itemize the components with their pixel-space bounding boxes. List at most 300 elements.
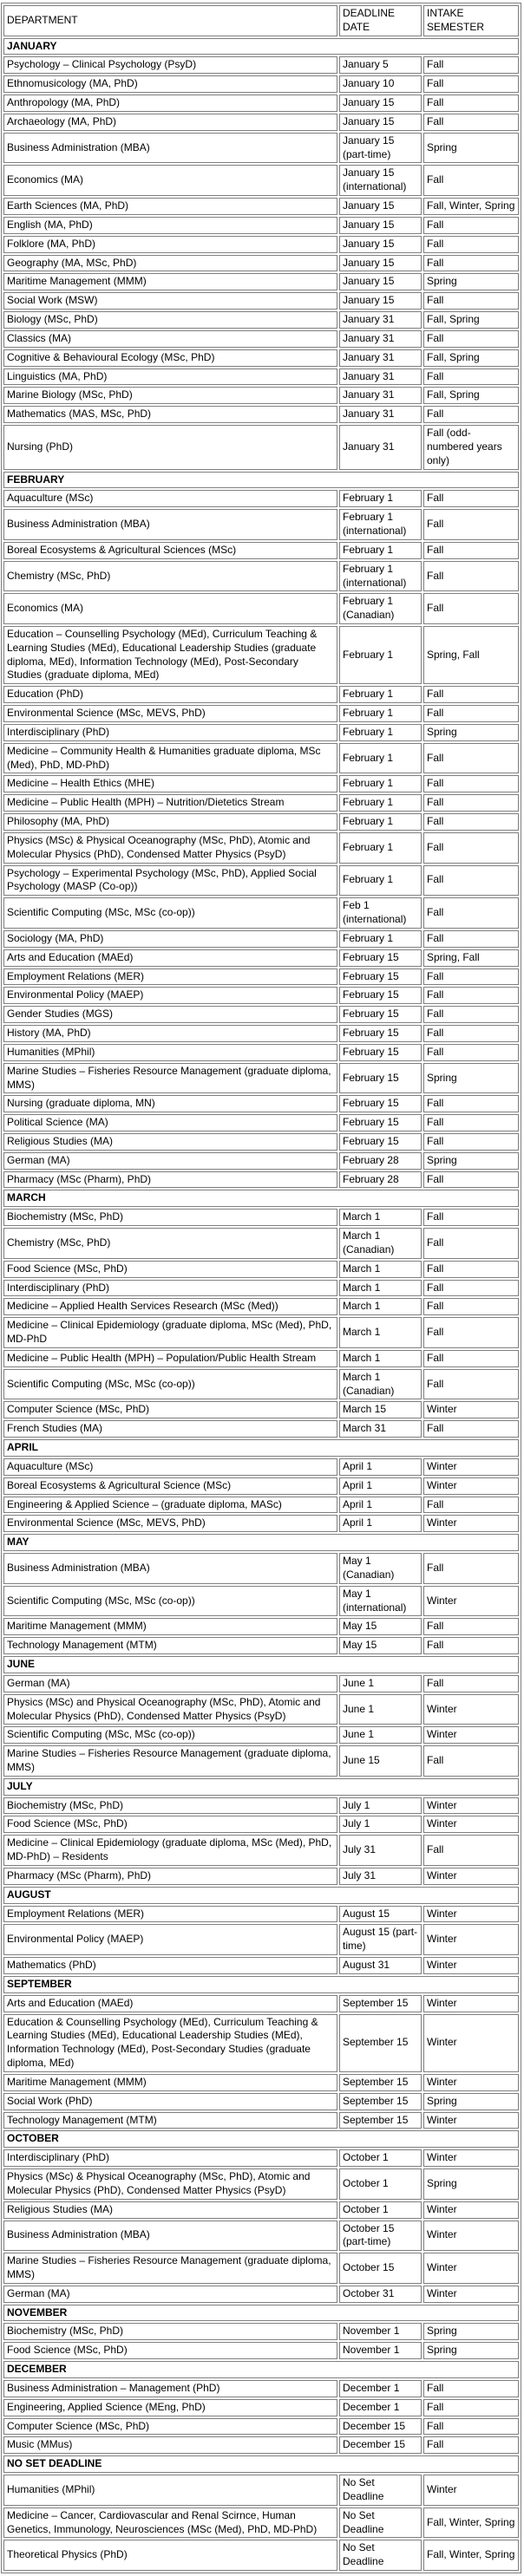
table-row xyxy=(3,949,519,967)
deadline-date-cell: April 1 xyxy=(339,1515,422,1532)
intake-semester-cell: Winter xyxy=(423,1401,519,1418)
table-row xyxy=(3,1228,519,1259)
table-row xyxy=(3,542,519,559)
deadline-date-cell: February 1 xyxy=(339,813,422,831)
month-header-row xyxy=(3,2361,519,2378)
deadline-date-cell: February 1 xyxy=(339,705,422,722)
department-cell: Medicine – Health Ethics (MHE) xyxy=(3,775,337,792)
month-label: APRIL xyxy=(3,1439,519,1457)
table-row xyxy=(3,1298,519,1315)
deadline-date-cell: May 1 (international) xyxy=(339,1586,422,1617)
department-cell: Biochemistry (MSc, PhD) xyxy=(3,1797,337,1815)
table-row xyxy=(3,2014,519,2072)
department-cell: Nursing (graduate diploma, MN) xyxy=(3,1095,337,1112)
intake-semester-cell: Spring xyxy=(423,2323,519,2340)
intake-semester-cell: Spring, Fall xyxy=(423,626,519,684)
table-row xyxy=(3,1726,519,1744)
table-row xyxy=(3,217,519,234)
table-row xyxy=(3,2508,519,2539)
deadline-date-cell: December 1 xyxy=(339,2380,422,2397)
table-row xyxy=(3,2093,519,2110)
deadline-date-cell: May 15 xyxy=(339,1618,422,1635)
department-cell: Psychology – Experimental Psychology (MSc, PhD), Applied Social Psychology (MASP (Co-op)) xyxy=(3,865,337,897)
table-row xyxy=(3,1317,519,1348)
deadline-date-cell: August 15 xyxy=(339,1906,422,1923)
intake-semester-cell: Fall xyxy=(423,490,519,507)
table-row xyxy=(3,1095,519,1112)
deadline-date-cell: January 31 xyxy=(339,349,422,367)
intake-semester-cell: Winter xyxy=(423,2074,519,2091)
department-cell: Computer Science (MSc, PhD) xyxy=(3,1401,337,1418)
deadline-date-cell: January 15 xyxy=(339,217,422,234)
table-row xyxy=(3,1114,519,1131)
intake-semester-cell: Winter xyxy=(423,2112,519,2129)
department-cell: Physics (MSc) and Physical Oceanography (MSc, PhD), Atomic and Molecular Physics (PhD), Condensed Matter Physics (PsyD) xyxy=(3,1694,337,1725)
deadline-date-cell: March 1 xyxy=(339,1298,422,1315)
deadline-date-cell: December 15 xyxy=(339,2418,422,2436)
intake-semester-cell: Fall, Winter, Spring xyxy=(423,198,519,215)
intake-semester-cell: Winter xyxy=(423,1868,519,1885)
intake-semester-cell: Fall xyxy=(423,865,519,897)
table-row xyxy=(3,626,519,684)
intake-semester-cell: Fall xyxy=(423,292,519,310)
department-cell: Humanities (MPhil) xyxy=(3,2475,337,2506)
department-cell: Medicine – Public Health (MPH) – Nutrition/Dietetics Stream xyxy=(3,794,337,812)
department-cell: Computer Science (MSc, PhD) xyxy=(3,2418,337,2436)
table-row xyxy=(3,2342,519,2359)
department-cell: Scientific Computing (MSc, MSc (co-op)) xyxy=(3,1369,337,1400)
intake-semester-cell: Fall xyxy=(423,114,519,131)
table-row xyxy=(3,509,519,540)
deadline-date-cell: January 15 xyxy=(339,198,422,215)
deadline-date-cell: October 31 xyxy=(339,2286,422,2303)
deadline-date-cell: February 28 xyxy=(339,1171,422,1189)
deadline-date-cell: February 1 xyxy=(339,542,422,559)
department-cell: Geography (MA, MSc, PhD) xyxy=(3,255,337,272)
intake-semester-cell: Fall xyxy=(423,1675,519,1692)
deadline-date-cell: January 31 xyxy=(339,330,422,348)
intake-semester-cell: Fall xyxy=(423,165,519,196)
deadline-date-cell: No Set Deadline xyxy=(339,2540,422,2571)
month-header-row xyxy=(3,1778,519,1796)
table-row xyxy=(3,165,519,196)
intake-semester-cell: Fall xyxy=(423,1745,519,1777)
month-header-row xyxy=(3,1887,519,1904)
table-row xyxy=(3,1816,519,1833)
department-cell: Mathematics (PhD) xyxy=(3,1957,337,1974)
intake-semester-cell: Fall xyxy=(423,561,519,592)
month-label: JULY xyxy=(3,1778,519,1796)
column-header-department: DEPARTMENT xyxy=(3,5,337,36)
intake-semester-cell: Fall xyxy=(423,1006,519,1023)
department-cell: Maritime Management (MMM) xyxy=(3,1618,337,1635)
deadline-date-cell: February 1 xyxy=(339,743,422,774)
table-row xyxy=(3,1044,519,1061)
department-cell: Mathematics (MAS, MSc, PhD) xyxy=(3,406,337,423)
deadline-date-cell: September 15 xyxy=(339,1995,422,2012)
month-label: JANUARY xyxy=(3,38,519,55)
department-cell: Gender Studies (MGS) xyxy=(3,1006,337,1023)
table-row xyxy=(3,2221,519,2252)
intake-semester-cell: Fall xyxy=(423,1637,519,1654)
month-label: NO SET DEADLINE xyxy=(3,2455,519,2473)
deadline-date-cell: December 1 xyxy=(339,2399,422,2416)
deadline-date-cell: January 15 (part-time) xyxy=(339,133,422,164)
table-row xyxy=(3,968,519,986)
deadline-date-cell: February 1 xyxy=(339,775,422,792)
deadline-date-cell: February 15 xyxy=(339,949,422,967)
intake-semester-cell: Winter xyxy=(423,1906,519,1923)
department-cell: Philosophy (MA, PhD) xyxy=(3,813,337,831)
intake-semester-cell: Fall xyxy=(423,56,519,74)
table-row xyxy=(3,1797,519,1815)
department-cell: Food Science (MSc, PhD) xyxy=(3,1261,337,1278)
intake-semester-cell: Fall xyxy=(423,897,519,929)
table-row xyxy=(3,2253,519,2284)
intake-semester-cell: Spring xyxy=(423,2093,519,2110)
deadline-date-cell: March 1 xyxy=(339,1317,422,1348)
deadline-date-cell: September 15 xyxy=(339,2074,422,2091)
department-cell: Economics (MA) xyxy=(3,165,337,196)
intake-semester-cell: Fall xyxy=(423,1298,519,1315)
intake-semester-cell: Fall xyxy=(423,794,519,812)
table-row xyxy=(3,1209,519,1226)
table-row xyxy=(3,2286,519,2303)
deadline-date-cell: September 15 xyxy=(339,2014,422,2072)
deadline-date-cell: February 15 xyxy=(339,1006,422,1023)
deadline-date-cell: April 1 xyxy=(339,1497,422,1514)
department-cell: Folklore (MA, PhD) xyxy=(3,236,337,253)
deadline-date-cell: February 1 xyxy=(339,794,422,812)
deadline-date-cell: February 1 xyxy=(339,490,422,507)
department-cell: Chemistry (MSc, PhD) xyxy=(3,561,337,592)
intake-semester-cell: Fall xyxy=(423,1835,519,1866)
month-label: OCTOBER xyxy=(3,2130,519,2148)
table-row xyxy=(3,1025,519,1042)
table-row xyxy=(3,330,519,348)
department-cell: Food Science (MSc, PhD) xyxy=(3,1816,337,1833)
intake-semester-cell: Fall xyxy=(423,930,519,948)
intake-semester-cell: Winter xyxy=(423,2286,519,2303)
month-header-row xyxy=(3,1439,519,1457)
deadline-date-cell: March 1 xyxy=(339,1280,422,1297)
table-row xyxy=(3,349,519,367)
table-row xyxy=(3,1515,519,1532)
table-row xyxy=(3,311,519,329)
deadline-date-cell: June 15 xyxy=(339,1745,422,1777)
intake-semester-cell: Winter xyxy=(423,1924,519,1955)
department-cell: Psychology – Clinical Psychology (PsyD) xyxy=(3,56,337,74)
table-row xyxy=(3,1369,519,1400)
department-cell: Pharmacy (MSc (Pharm), PhD) xyxy=(3,1868,337,1885)
department-cell: Business Administration – Management (PhD) xyxy=(3,2380,337,2397)
table-row xyxy=(3,1152,519,1170)
intake-semester-cell: Winter xyxy=(423,2149,519,2167)
table-row xyxy=(3,832,519,864)
deadline-date-cell: January 15 (international) xyxy=(339,165,422,196)
deadline-date-cell: August 31 xyxy=(339,1957,422,1974)
department-cell: Technology Management (MTM) xyxy=(3,1637,337,1654)
intake-semester-cell: Fall, Spring xyxy=(423,387,519,404)
table-row xyxy=(3,1171,519,1189)
department-cell: Medicine – Public Health (MPH) – Population/Public Health Stream xyxy=(3,1350,337,1367)
table-row xyxy=(3,133,519,164)
deadline-date-cell: February 1 (Canadian) xyxy=(339,593,422,624)
table-row xyxy=(3,1835,519,1866)
department-cell: Business Administration (MBA) xyxy=(3,2221,337,2252)
department-cell: Nursing (PhD) xyxy=(3,425,337,469)
department-cell: Sociology (MA, PhD) xyxy=(3,930,337,948)
table-row xyxy=(3,1694,519,1725)
intake-semester-cell: Spring xyxy=(423,724,519,741)
table-row xyxy=(3,2418,519,2436)
table-row xyxy=(3,2323,519,2340)
table-row xyxy=(3,75,519,93)
intake-semester-cell: Fall xyxy=(423,236,519,253)
intake-semester-cell: Fall xyxy=(423,1350,519,1367)
table-row xyxy=(3,775,519,792)
department-cell: Linguistics (MA, PhD) xyxy=(3,368,337,386)
department-cell: Engineering & Applied Science – (graduate diploma, MASc) xyxy=(3,1497,337,1514)
table-row xyxy=(3,56,519,74)
table-row xyxy=(3,897,519,929)
deadline-date-cell: February 15 xyxy=(339,1114,422,1131)
intake-semester-cell: Fall xyxy=(423,217,519,234)
deadline-date-cell: October 1 xyxy=(339,2149,422,2167)
department-cell: Arts and Education (MAEd) xyxy=(3,1995,337,2012)
department-cell: Aquaculture (MSc) xyxy=(3,1458,337,1476)
table-row xyxy=(3,865,519,897)
table-row xyxy=(3,2380,519,2397)
intake-semester-cell: Fall xyxy=(423,1095,519,1112)
department-cell: Medicine – Applied Health Services Research (MSc (Med)) xyxy=(3,1298,337,1315)
deadline-date-cell: February 1 xyxy=(339,865,422,897)
table-row xyxy=(3,1497,519,1514)
deadline-date-cell: April 1 xyxy=(339,1477,422,1495)
table-row xyxy=(3,255,519,272)
intake-semester-cell: Fall xyxy=(423,1133,519,1151)
table-row xyxy=(3,1675,519,1692)
department-cell: Boreal Ecosystems & Agricultural Sciences (MSc) xyxy=(3,542,337,559)
deadline-date-cell: January 15 xyxy=(339,255,422,272)
table-row xyxy=(3,2540,519,2571)
table-row xyxy=(3,1995,519,2012)
intake-semester-cell: Fall, Winter, Spring xyxy=(423,2508,519,2539)
department-cell: Medicine – Cancer, Cardiovascular and Renal Scirnce, Human Genetics, Immunology, Neurosciences (MSc (Med), PhD, MD-PhD) xyxy=(3,2508,337,2539)
intake-semester-cell: Fall (odd-numbered years only) xyxy=(423,425,519,469)
intake-semester-cell: Fall xyxy=(423,2436,519,2454)
deadline-date-cell: February 28 xyxy=(339,1152,422,1170)
deadline-date-cell: June 1 xyxy=(339,1675,422,1692)
intake-semester-cell: Winter xyxy=(423,1995,519,2012)
department-cell: Technology Management (MTM) xyxy=(3,2112,337,2129)
department-cell: Employment Relations (MER) xyxy=(3,968,337,986)
department-cell: Cognitive & Behavioural Ecology (MSc, PhD) xyxy=(3,349,337,367)
table-row xyxy=(3,95,519,112)
deadline-date-cell: October 15 (part-time) xyxy=(339,2221,422,2252)
intake-semester-cell: Fall xyxy=(423,75,519,93)
department-cell: Business Administration (MBA) xyxy=(3,509,337,540)
intake-semester-cell: Fall xyxy=(423,968,519,986)
table-row xyxy=(3,987,519,1004)
deadline-date-cell: January 15 xyxy=(339,292,422,310)
intake-semester-cell: Winter xyxy=(423,2253,519,2284)
column-header-deadline-date: DEADLINE DATE xyxy=(339,5,422,36)
intake-semester-cell: Spring xyxy=(423,1152,519,1170)
deadline-date-cell: July 1 xyxy=(339,1797,422,1815)
deadline-date-cell: July 31 xyxy=(339,1868,422,1885)
table-row xyxy=(3,1957,519,1974)
intake-semester-cell: Fall xyxy=(423,1420,519,1438)
deadline-date-cell: February 15 xyxy=(339,968,422,986)
intake-semester-cell: Winter xyxy=(423,2014,519,2072)
table-row xyxy=(3,2149,519,2167)
table-row xyxy=(3,2201,519,2219)
month-header-row xyxy=(3,2455,519,2473)
deadline-date-cell: February 15 xyxy=(339,1095,422,1112)
deadline-date-cell: March 1 xyxy=(339,1209,422,1226)
intake-semester-cell: Fall xyxy=(423,1553,519,1584)
deadline-date-cell: February 1 (international) xyxy=(339,509,422,540)
table-row xyxy=(3,273,519,290)
table-row xyxy=(3,425,519,469)
intake-semester-cell: Winter xyxy=(423,2475,519,2506)
department-cell: Pharmacy (MSc (Pharm), PhD) xyxy=(3,1171,337,1189)
department-cell: Interdisciplinary (PhD) xyxy=(3,1280,337,1297)
intake-semester-cell: Fall xyxy=(423,330,519,348)
table-row xyxy=(3,2475,519,2506)
table-row xyxy=(3,2112,519,2129)
intake-semester-cell: Spring xyxy=(423,273,519,290)
intake-semester-cell: Winter xyxy=(423,1957,519,1974)
deadline-date-cell: April 1 xyxy=(339,1458,422,1476)
department-cell: Classics (MA) xyxy=(3,330,337,348)
deadline-date-cell: May 15 xyxy=(339,1637,422,1654)
intake-semester-cell: Fall xyxy=(423,95,519,112)
intake-semester-cell: Winter xyxy=(423,1515,519,1532)
deadline-date-cell: February 1 xyxy=(339,832,422,864)
department-cell: Marine Studies – Fisheries Resource Management (graduate diploma, MMS) xyxy=(3,1745,337,1777)
intake-semester-cell: Fall xyxy=(423,593,519,624)
intake-semester-cell: Fall xyxy=(423,255,519,272)
deadline-date-cell: January 31 xyxy=(339,406,422,423)
intake-semester-cell: Fall xyxy=(423,1228,519,1259)
department-cell: Environmental Science (MSc, MEVS, PhD) xyxy=(3,705,337,722)
intake-semester-cell: Fall xyxy=(423,2418,519,2436)
intake-semester-cell: Winter xyxy=(423,1726,519,1744)
intake-semester-cell: Fall xyxy=(423,1317,519,1348)
deadline-date-cell: No Set Deadline xyxy=(339,2475,422,2506)
department-cell: Education & Counselling Psychology (MEd), Curriculum Teaching & Learning Studies (MEd), Educational Leadership Studies (MEd), Information Technology (MEd), Post-Secondary Studies (graduate diploma, MEd) xyxy=(3,2014,337,2072)
table-row xyxy=(3,2168,519,2200)
intake-semester-cell: Winter xyxy=(423,1586,519,1617)
department-cell: Maritime Management (MMM) xyxy=(3,273,337,290)
month-header-row xyxy=(3,2305,519,2322)
deadline-date-cell: January 15 xyxy=(339,273,422,290)
deadline-date-cell: January 15 xyxy=(339,114,422,131)
intake-semester-cell: Fall, Spring xyxy=(423,349,519,367)
table-row xyxy=(3,2074,519,2091)
deadline-date-cell: September 15 xyxy=(339,2093,422,2110)
table-row xyxy=(3,794,519,812)
department-cell: Employment Relations (MER) xyxy=(3,1906,337,1923)
table-row xyxy=(3,1637,519,1654)
intake-semester-cell: Spring, Fall xyxy=(423,949,519,967)
department-cell: Physics (MSc) & Physical Oceanography (MSc, PhD), Atomic and Molecular Physics (PhD), Condensed Matter Physics (PsyD) xyxy=(3,2168,337,2200)
deadline-date-cell: May 1 (Canadian) xyxy=(339,1553,422,1584)
department-cell: Religious Studies (MA) xyxy=(3,2201,337,2219)
intake-semester-cell: Fall xyxy=(423,832,519,864)
deadline-date-cell: Feb 1 (international) xyxy=(339,897,422,929)
department-cell: Biochemistry (MSc, PhD) xyxy=(3,2323,337,2340)
deadline-date-cell: March 1 (Canadian) xyxy=(339,1369,422,1400)
department-cell: Scientific Computing (MSc, MSc (co-op)) xyxy=(3,1726,337,1744)
department-cell: German (MA) xyxy=(3,1675,337,1692)
deadline-date-cell: February 15 xyxy=(339,1133,422,1151)
table-row xyxy=(3,387,519,404)
table-row xyxy=(3,1868,519,1885)
deadline-date-cell: February 15 xyxy=(339,1025,422,1042)
month-label: FEBRUARY xyxy=(3,472,519,489)
intake-semester-cell: Fall xyxy=(423,1497,519,1514)
table-row xyxy=(3,1261,519,1278)
table-row xyxy=(3,1924,519,1955)
intake-semester-cell: Winter xyxy=(423,2201,519,2219)
department-cell: Marine Studies – Fisheries Resource Management (graduate diploma, MMS) xyxy=(3,1063,337,1094)
deadline-date-cell: January 15 xyxy=(339,95,422,112)
table-row xyxy=(3,1906,519,1923)
intake-semester-cell: Fall xyxy=(423,1618,519,1635)
deadline-date-cell: February 15 xyxy=(339,1063,422,1094)
department-cell: Scientific Computing (MSc, MSc (co-op)) xyxy=(3,897,337,929)
month-label: NOVEMBER xyxy=(3,2305,519,2322)
department-cell: Social Work (PhD) xyxy=(3,2093,337,2110)
intake-semester-cell: Fall xyxy=(423,987,519,1004)
month-header-row xyxy=(3,2130,519,2148)
column-header-intake-semester: INTAKE SEMESTER xyxy=(423,5,519,36)
month-header-row xyxy=(3,1656,519,1673)
month-header-row xyxy=(3,38,519,55)
table-row xyxy=(3,114,519,131)
month-label: MAY xyxy=(3,1534,519,1551)
deadline-date-cell: October 1 xyxy=(339,2201,422,2219)
table-row xyxy=(3,1745,519,1777)
table-row xyxy=(3,1063,519,1094)
deadline-date-cell: January 31 xyxy=(339,311,422,329)
department-cell: Education – Counselling Psychology (MEd), Curriculum Teaching & Learning Studies (MEd), Educational Leadership Studies (graduate diploma, MEd), Information Technology (MEd), Post-Secondary Studies (graduate diploma, MEd) xyxy=(3,626,337,684)
deadline-date-cell: January 5 xyxy=(339,56,422,74)
deadline-date-cell: March 1 xyxy=(339,1261,422,1278)
deadline-date-cell: December 15 xyxy=(339,2436,422,2454)
deadline-date-cell: January 15 xyxy=(339,236,422,253)
intake-semester-cell: Fall xyxy=(423,368,519,386)
deadline-date-cell: February 15 xyxy=(339,987,422,1004)
deadline-date-cell: March 1 (Canadian) xyxy=(339,1228,422,1259)
department-cell: Anthropology (MA, PhD) xyxy=(3,95,337,112)
month-label: AUGUST xyxy=(3,1887,519,1904)
department-cell: Arts and Education (MAEd) xyxy=(3,949,337,967)
department-cell: Business Administration (MBA) xyxy=(3,1553,337,1584)
department-cell: Environmental Policy (MAEP) xyxy=(3,1924,337,1955)
table-row xyxy=(3,1133,519,1151)
deadline-date-cell: June 1 xyxy=(339,1694,422,1725)
department-cell: Ethnomusicology (MA, PhD) xyxy=(3,75,337,93)
deadline-date-cell: February 1 xyxy=(339,686,422,703)
table-row xyxy=(3,1553,519,1584)
deadline-date-cell: August 15 (part-time) xyxy=(339,1924,422,1955)
department-cell: Medicine – Clinical Epidemiology (graduate diploma, MSc (Med), PhD, MD-PhD xyxy=(3,1317,337,1348)
deadline-date-cell: January 31 xyxy=(339,387,422,404)
